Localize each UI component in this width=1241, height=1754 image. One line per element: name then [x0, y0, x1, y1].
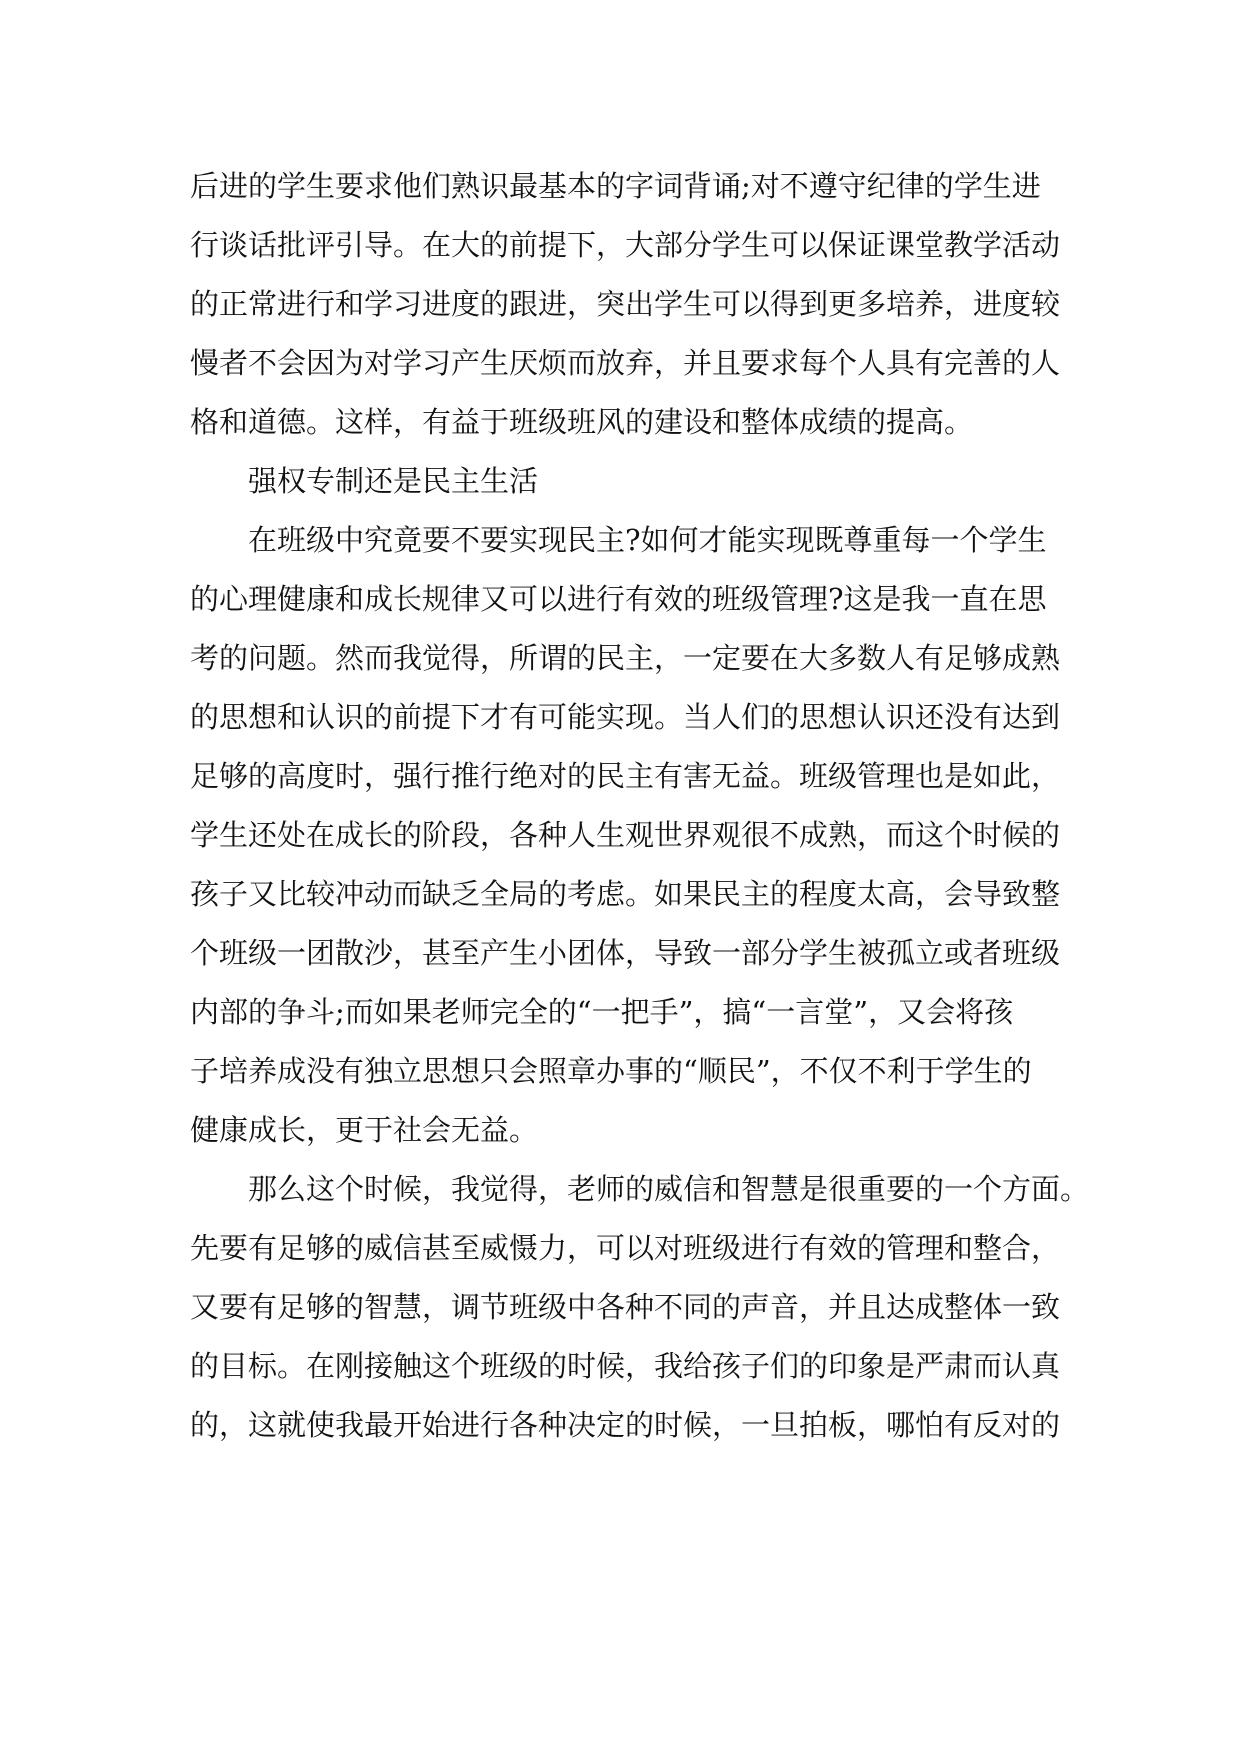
text-line: 的心理健康和成长规律又可以进行有效的班级管理?这是我一直在思 — [190, 582, 1047, 616]
text-line: 的目标。在刚接触这个班级的时候，我给孩子们的印象是严肃而认真 — [190, 1349, 1061, 1383]
text-line: 子培养成没有独立思想只会照章办事的“顺民”，不仅不利于学生的 — [190, 1054, 1032, 1088]
text-line: 的正常进行和学习进度的跟进，突出学生可以得到更多培养，进度较 — [190, 287, 1061, 321]
section-heading: 强权专制还是民主生活 — [248, 464, 539, 498]
text-line: 又要有足够的智慧，调节班级中各种不同的声音，并且达成整体一致 — [190, 1290, 1061, 1324]
text-line: 内部的争斗;而如果老师完全的“一把手”，搞“一言堂”，又会将孩 — [190, 995, 1014, 1029]
text-line: 个班级一团散沙，甚至产生小团体，导致一部分学生被孤立或者班级 — [190, 936, 1061, 970]
text-line: 后进的学生要求他们熟识最基本的字词背诵;对不遵守纪律的学生进 — [190, 169, 1041, 203]
text-line: 考的问题。然而我觉得，所谓的民主，一定要在大多数人有足够成熟 — [190, 641, 1061, 675]
text-line: 健康成长，更于社会无益。 — [190, 1113, 539, 1147]
text-line: 孩子又比较冲动而缺乏全局的考虑。如果民主的程度太高，会导致整 — [190, 877, 1061, 911]
text-line: 足够的高度时，强行推行绝对的民主有害无益。班级管理也是如此， — [190, 759, 1061, 793]
text-line: 慢者不会因为对学习产生厌烦而放弃，并且要求每个人具有完善的人 — [190, 346, 1061, 380]
text-line: 格和道德。这样，有益于班级班风的建设和整体成绩的提高。 — [190, 405, 974, 439]
text-line: 的，这就使我最开始进行各种决定的时候，一旦拍板，哪怕有反对的 — [190, 1408, 1061, 1442]
text-line: 学生还处在成长的阶段，各种人生观世界观很不成熟，而这个时候的 — [190, 818, 1061, 852]
text-line: 在班级中究竟要不要实现民主?如何才能实现既尊重每一个学生 — [248, 523, 1047, 557]
text-line: 那么这个时候，我觉得，老师的威信和智慧是很重要的一个方面。 — [248, 1172, 1090, 1206]
text-line: 的思想和认识的前提下才有可能实现。当人们的思想认识还没有达到 — [190, 700, 1061, 734]
text-line: 先要有足够的威信甚至威慑力，可以对班级进行有效的管理和整合， — [190, 1231, 1061, 1265]
text-line: 行谈话批评引导。在大的前提下，大部分学生可以保证课堂教学活动 — [190, 228, 1061, 262]
